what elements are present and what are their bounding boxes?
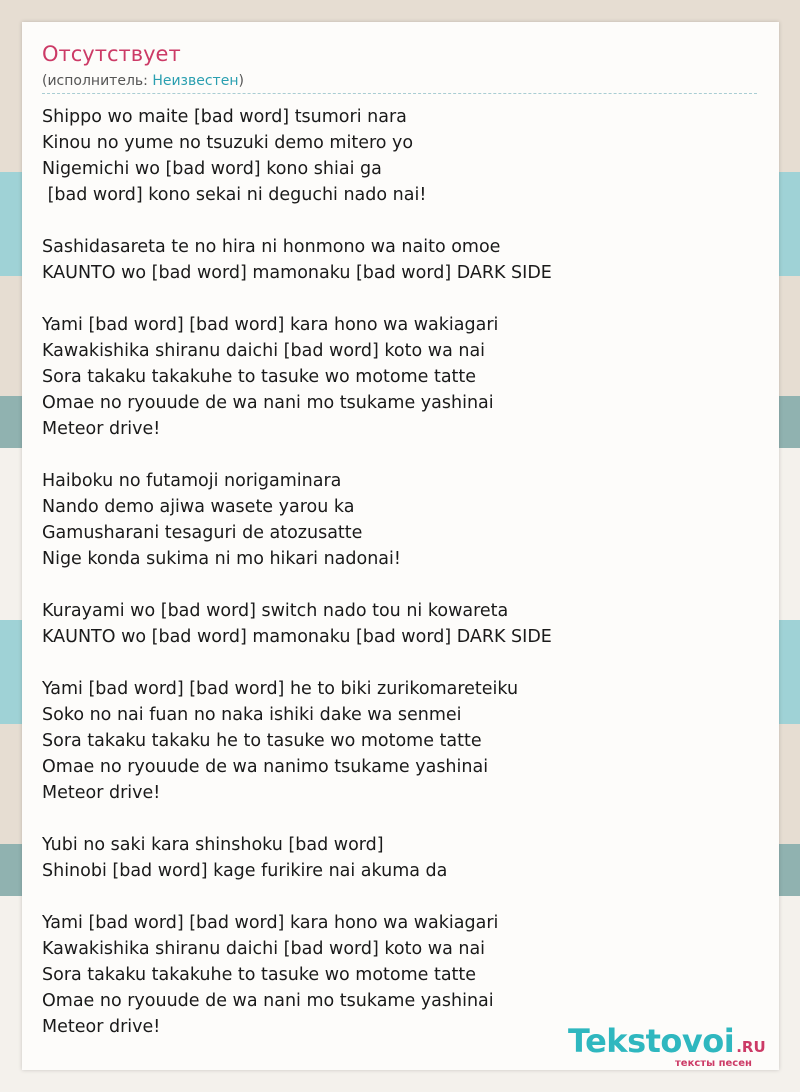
lyric-line <box>42 806 552 832</box>
artist-link[interactable]: Неизвестен <box>152 73 239 89</box>
artist-suffix: ) <box>238 73 244 89</box>
site-logo[interactable] <box>568 1024 773 1068</box>
lyric-line: Sora takaku takakuhe to tasuke wo motome tatte <box>42 367 477 387</box>
lyric-line: Nigemichi wo [bad word] kono shiai ga <box>42 159 382 179</box>
lyric-line: Kurayami wo [bad word] switch nado tou ni kowareta <box>42 601 509 621</box>
lyrics-text <box>42 104 552 1040</box>
lyric-line: Yami [bad word] [bad word] kara hono wa wakiagari <box>42 913 499 933</box>
lyric-line: Sashidasareta te no hira ni honmono wa naito omoe <box>42 237 501 257</box>
lyric-line: Omae no ryouude de wa nani mo tsukame yashinai <box>42 991 494 1011</box>
lyric-line: Gamusharani tesaguri de atozusatte <box>42 523 363 543</box>
lyric-line: Nando demo ajiwa wasete yarou ka <box>42 497 355 517</box>
lyric-line: Sora takaku takaku he to tasuke wo motome tatte <box>42 731 482 751</box>
lyric-line <box>42 442 552 468</box>
lyric-line <box>42 572 552 598</box>
lyric-line: Nige konda sukima ni mo hikari nadonai! <box>42 549 401 569</box>
lyric-line: KAUNTO wo [bad word] mamonaku [bad word] DARK SIDE <box>42 627 552 647</box>
lyric-line: Omae no ryouude de wa nani mo tsukame yashinai <box>42 393 494 413</box>
lyric-line: Shinobi [bad word] kage furikire nai akuma da <box>42 861 448 881</box>
lyric-line: Haiboku no futamoji norigaminara <box>42 471 342 491</box>
lyric-line: Omae no ryouude de wa nanimo tsukame yashinai <box>42 757 489 777</box>
lyric-line: Meteor drive! <box>42 783 161 803</box>
lyric-line: [bad word] kono sekai ni deguchi nado nai! <box>42 185 427 205</box>
lyric-line: Yami [bad word] [bad word] he to biki zurikomareteiku <box>42 679 519 699</box>
logo-name: Tekstovoi <box>568 1022 735 1060</box>
lyric-line: Sora takaku takakuhe to tasuke wo motome tatte <box>42 965 477 985</box>
lyric-line: Kinou no yume no tsuzuki demo mitero yo <box>42 133 414 153</box>
artist-line <box>42 73 244 89</box>
logo-tagline: тексты песен <box>675 1058 752 1069</box>
lyric-line: Meteor drive! <box>42 419 161 439</box>
lyric-line: Yubi no saki kara shinshoku [bad word] <box>42 835 384 855</box>
artist-prefix: (исполнитель: <box>42 73 153 89</box>
lyric-line <box>42 884 552 910</box>
header-divider <box>42 93 757 94</box>
lyric-line: Shippo wo maite [bad word] tsumori nara <box>42 107 407 127</box>
lyric-line <box>42 650 552 676</box>
lyric-line: Soko no nai fuan no naka ishiki dake wa senmei <box>42 705 462 725</box>
song-title: Отсутствует <box>42 42 181 66</box>
lyric-line: Kawakishika shiranu daichi [bad word] koto wa nai <box>42 341 486 361</box>
lyric-line <box>42 208 552 234</box>
lyric-line: Kawakishika shiranu daichi [bad word] koto wa nai <box>42 939 486 959</box>
lyric-line: Meteor drive! <box>42 1017 161 1037</box>
logo-tld: .RU <box>736 1038 766 1056</box>
lyric-line: Yami [bad word] [bad word] kara hono wa wakiagari <box>42 315 499 335</box>
lyrics-card <box>22 22 779 1070</box>
lyric-line <box>42 286 552 312</box>
lyric-line: KAUNTO wo [bad word] mamonaku [bad word] DARK SIDE <box>42 263 552 283</box>
